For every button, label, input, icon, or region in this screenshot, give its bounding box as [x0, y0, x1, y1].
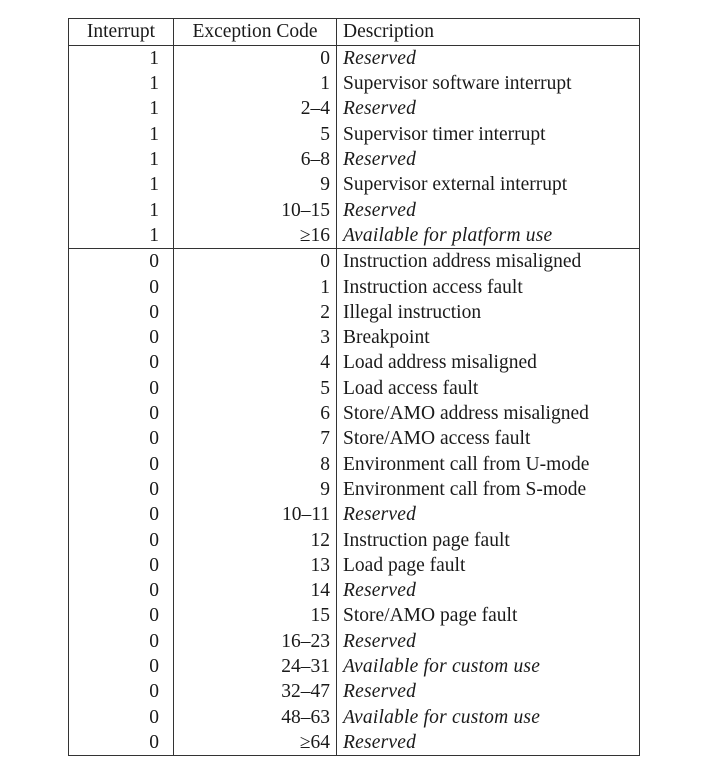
interrupt-cell: 0 — [69, 604, 174, 629]
description-cell: Store/AMO access fault — [337, 426, 640, 451]
interrupt-cell: 0 — [69, 654, 174, 679]
table-row — [69, 654, 640, 679]
interrupt-cell: 0 — [69, 578, 174, 603]
exception-code-cell: 14 — [174, 578, 337, 603]
description-cell: Instruction access fault — [337, 275, 640, 300]
description-cell: Reserved — [337, 198, 640, 223]
description-cell: Supervisor software interrupt — [337, 71, 640, 96]
interrupt-cell: 0 — [69, 351, 174, 376]
table-row — [69, 300, 640, 325]
description-cell: Environment call from S-mode — [337, 477, 640, 502]
exception-code-cell: 15 — [174, 604, 337, 629]
description-cell: Reserved — [337, 629, 640, 654]
interrupt-cell: 0 — [69, 325, 174, 350]
exception-code-cell: 5 — [174, 376, 337, 401]
description-cell: Reserved — [337, 679, 640, 704]
table-row — [69, 147, 640, 172]
exception-code-cell: 6 — [174, 401, 337, 426]
description-cell: Reserved — [337, 97, 640, 122]
description-cell: Load access fault — [337, 376, 640, 401]
exception-code-cell: ≥16 — [174, 223, 337, 249]
interrupt-cell: 0 — [69, 679, 174, 704]
table-row — [69, 249, 640, 275]
interrupt-cell: 0 — [69, 376, 174, 401]
interrupt-cell: 1 — [69, 223, 174, 249]
interrupt-cell: 1 — [69, 97, 174, 122]
table-row — [69, 604, 640, 629]
description-cell: Reserved — [337, 578, 640, 603]
interrupt-cell: 0 — [69, 300, 174, 325]
exception-code-cell: 24–31 — [174, 654, 337, 679]
interrupt-cell: 0 — [69, 401, 174, 426]
table-row — [69, 452, 640, 477]
interrupt-cell: 0 — [69, 477, 174, 502]
table-row — [69, 502, 640, 527]
description-cell: Available for custom use — [337, 654, 640, 679]
table-row — [69, 553, 640, 578]
exception-code-cell: 12 — [174, 528, 337, 553]
description-cell: Breakpoint — [337, 325, 640, 350]
interrupt-cell: 0 — [69, 528, 174, 553]
table-row — [69, 401, 640, 426]
interrupt-cell: 1 — [69, 46, 174, 72]
exception-code-cell: 48–63 — [174, 705, 337, 730]
table-row — [69, 426, 640, 451]
description-cell: Supervisor external interrupt — [337, 172, 640, 197]
table-row — [69, 275, 640, 300]
table-row — [69, 71, 640, 96]
exception-code-cell: 1 — [174, 71, 337, 96]
interrupt-cell: 1 — [69, 147, 174, 172]
interrupt-cell: 0 — [69, 502, 174, 527]
interrupt-cell: 0 — [69, 426, 174, 451]
table-row — [69, 122, 640, 147]
header-interrupt: Interrupt — [69, 19, 174, 46]
table-row — [69, 376, 640, 401]
header-exception-code: Exception Code — [174, 19, 337, 46]
interrupt-cell: 1 — [69, 198, 174, 223]
table-row — [69, 223, 640, 249]
exception-code-cell: 10–15 — [174, 198, 337, 223]
description-cell: Instruction address misaligned — [337, 249, 640, 275]
exception-code-cell: 2 — [174, 300, 337, 325]
table-row — [69, 705, 640, 730]
exception-code-table — [68, 18, 640, 756]
exception-rows-group — [69, 249, 640, 756]
table-row — [69, 325, 640, 350]
description-cell: Store/AMO address misaligned — [337, 401, 640, 426]
table-row — [69, 97, 640, 122]
description-cell: Load address misaligned — [337, 351, 640, 376]
exception-code-cell: 9 — [174, 172, 337, 197]
interrupt-cell: 0 — [69, 730, 174, 756]
table-row — [69, 351, 640, 376]
table-header — [69, 19, 640, 46]
interrupt-cell: 0 — [69, 705, 174, 730]
description-cell: Available for custom use — [337, 705, 640, 730]
description-cell: Supervisor timer interrupt — [337, 122, 640, 147]
description-cell: Load page fault — [337, 553, 640, 578]
interrupt-cell: 0 — [69, 275, 174, 300]
header-row — [69, 19, 640, 46]
interrupt-cell: 1 — [69, 172, 174, 197]
exception-code-cell: 10–11 — [174, 502, 337, 527]
description-cell: Reserved — [337, 46, 640, 72]
table-row — [69, 198, 640, 223]
exception-code-cell: 5 — [174, 122, 337, 147]
description-cell: Illegal instruction — [337, 300, 640, 325]
exception-code-cell: 6–8 — [174, 147, 337, 172]
description-cell: Available for platform use — [337, 223, 640, 249]
interrupt-cell: 0 — [69, 629, 174, 654]
exception-code-cell: 0 — [174, 249, 337, 275]
exception-code-cell: ≥64 — [174, 730, 337, 756]
interrupt-cell: 0 — [69, 452, 174, 477]
table-row — [69, 730, 640, 756]
interrupt-cell: 0 — [69, 553, 174, 578]
exception-code-cell: 2–4 — [174, 97, 337, 122]
table-row — [69, 578, 640, 603]
description-cell: Reserved — [337, 147, 640, 172]
table-row — [69, 679, 640, 704]
description-cell: Reserved — [337, 502, 640, 527]
interrupt-cell: 0 — [69, 249, 174, 275]
table-row — [69, 46, 640, 72]
exception-code-cell: 8 — [174, 452, 337, 477]
interrupt-cell: 1 — [69, 71, 174, 96]
description-cell: Store/AMO page fault — [337, 604, 640, 629]
exception-code-cell: 4 — [174, 351, 337, 376]
header-description: Description — [337, 19, 640, 46]
exception-code-cell: 3 — [174, 325, 337, 350]
table-row — [69, 477, 640, 502]
interrupt-cell: 1 — [69, 122, 174, 147]
exception-code-cell: 1 — [174, 275, 337, 300]
table-row — [69, 528, 640, 553]
description-cell: Environment call from U-mode — [337, 452, 640, 477]
description-cell: Instruction page fault — [337, 528, 640, 553]
table-row — [69, 172, 640, 197]
description-cell: Reserved — [337, 730, 640, 756]
exception-code-cell: 7 — [174, 426, 337, 451]
table-row — [69, 629, 640, 654]
exception-code-cell: 0 — [174, 46, 337, 72]
exception-code-cell: 16–23 — [174, 629, 337, 654]
exception-code-cell: 32–47 — [174, 679, 337, 704]
exception-code-cell: 9 — [174, 477, 337, 502]
interrupt-rows-group — [69, 46, 640, 249]
exception-code-cell: 13 — [174, 553, 337, 578]
